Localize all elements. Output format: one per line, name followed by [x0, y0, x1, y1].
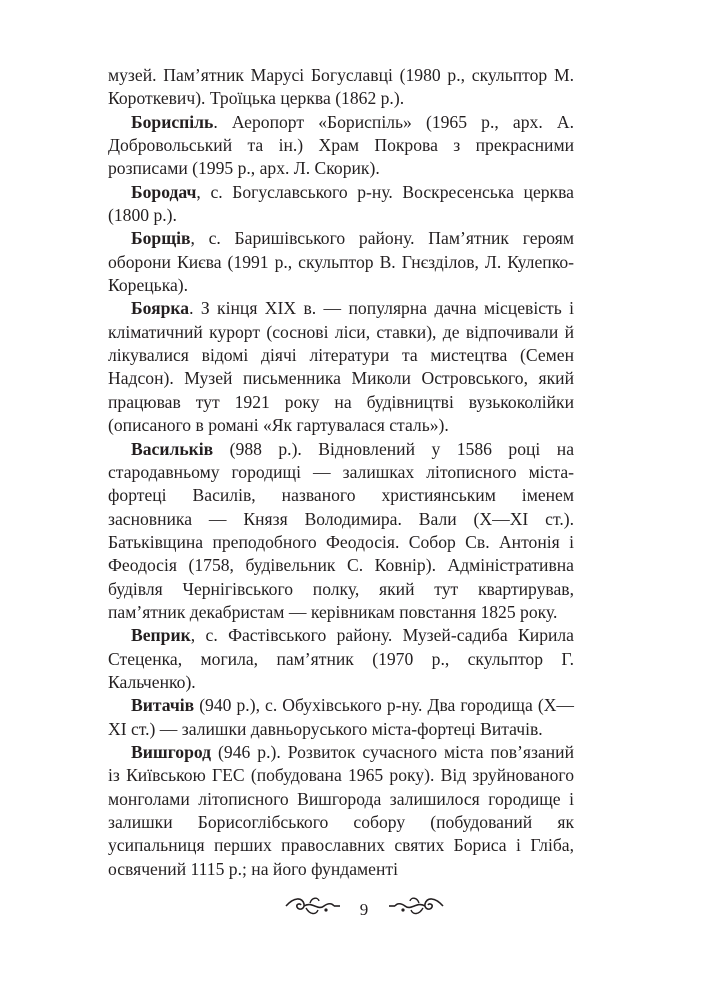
entry-text: , с. Богуславського р-ну. Воскресенська церква (1800 р.).: [108, 181, 574, 226]
paragraph-continuation: [108, 64, 574, 111]
entry-heading: Васильків: [131, 438, 214, 459]
entry-text: музей. Пам’ятник Марусі Богуславці (1980 р., скульптор М. Короткевич). Троїцька церква (1862 р.).: [108, 65, 574, 109]
entry-heading: Бориспіль: [131, 111, 214, 132]
entry-heading: Бородач: [131, 181, 197, 202]
entry-text: (940 р.), с. Обухівського р-ну. Два городища (X—XI ст.) — залишки давньоруського міста-фортеці Витачів.: [108, 695, 574, 739]
entry-heading: Борщів: [131, 228, 191, 249]
entry-borshchiv: [108, 227, 574, 297]
entry-text: (988 р.). Відновлений у 1586 році на стародавньому городищі — залишках літописного міста-фортеці Василів, названого християнським іменем засновника — Князя Володимира. Вали (X—XI ст.). Батьківщина преподобного Феодосія. Собор Св. Антонія і Феодосія (1758, будівельник С. Ковнір). Адміністративна будівля Чернігівського полку, який тут квартирував, пам’ятник декабристам — керівникам повстання 1825 року.: [108, 438, 574, 622]
entry-boiarka: [108, 297, 574, 437]
entry-text: . З кінця XIX в. — популярна дачна місцевість і кліматичний курорт (соснові ліси, ставки), де відпочивали й лікувалися відомі діячі літератури та мистецтва (Семен Надсон). Музей письменника Миколи Островського, який працював тут 1921 року на будівництві вузькоколійки (описаного в романі «Як гартувалася сталь»).: [108, 298, 574, 436]
page-body: [108, 64, 574, 881]
entry-text: , с. Фастівського району. Музей-садиба Кирила Стеценка, могила, пам’ятник (1970 р., скульптор Г. Кальченко).: [108, 625, 574, 692]
right-flourish-icon: [387, 895, 445, 925]
entry-vytachiv: [108, 694, 574, 741]
entry-vasylkiv: [108, 438, 574, 625]
entry-text: (946 р.). Розвиток сучасного міста пов’язаний із Київською ГЕС (побудована 1965 року). Від зруйнованого монголами літописного Вишгорода залишилося городище і залишки Борисоглібського собору (побудований як усипальниця перших православних святих Бориса і Гліба, освячений 1115 р.; на його фундаменті: [108, 741, 574, 879]
entry-heading: Витачів: [131, 695, 195, 716]
entry-borodach: [108, 181, 574, 228]
entry-boryspil: [108, 111, 574, 181]
page-footer: [0, 895, 728, 925]
entry-vyshhorod: [108, 741, 574, 881]
left-flourish-icon: [284, 895, 342, 925]
entry-veprykk: [108, 624, 574, 694]
entry-heading: Вишгород: [131, 741, 212, 762]
page-number: 9: [359, 900, 369, 919]
entry-heading: Веприк: [131, 625, 191, 646]
entry-text: . Аеропорт «Бориспіль» (1965 р., арх. А. Добровольський та ін.) Храм Покрова з прекрасними розписами (1995 р., арх. Л. Скорик).: [108, 111, 574, 179]
entry-heading: Боярка: [131, 298, 190, 319]
entry-text: , с. Баришівського району. Пам’ятник героям оборони Києва (1991 р., скульптор В. Гнєзділов, Л. Кулепко-Корецька).: [108, 228, 574, 296]
